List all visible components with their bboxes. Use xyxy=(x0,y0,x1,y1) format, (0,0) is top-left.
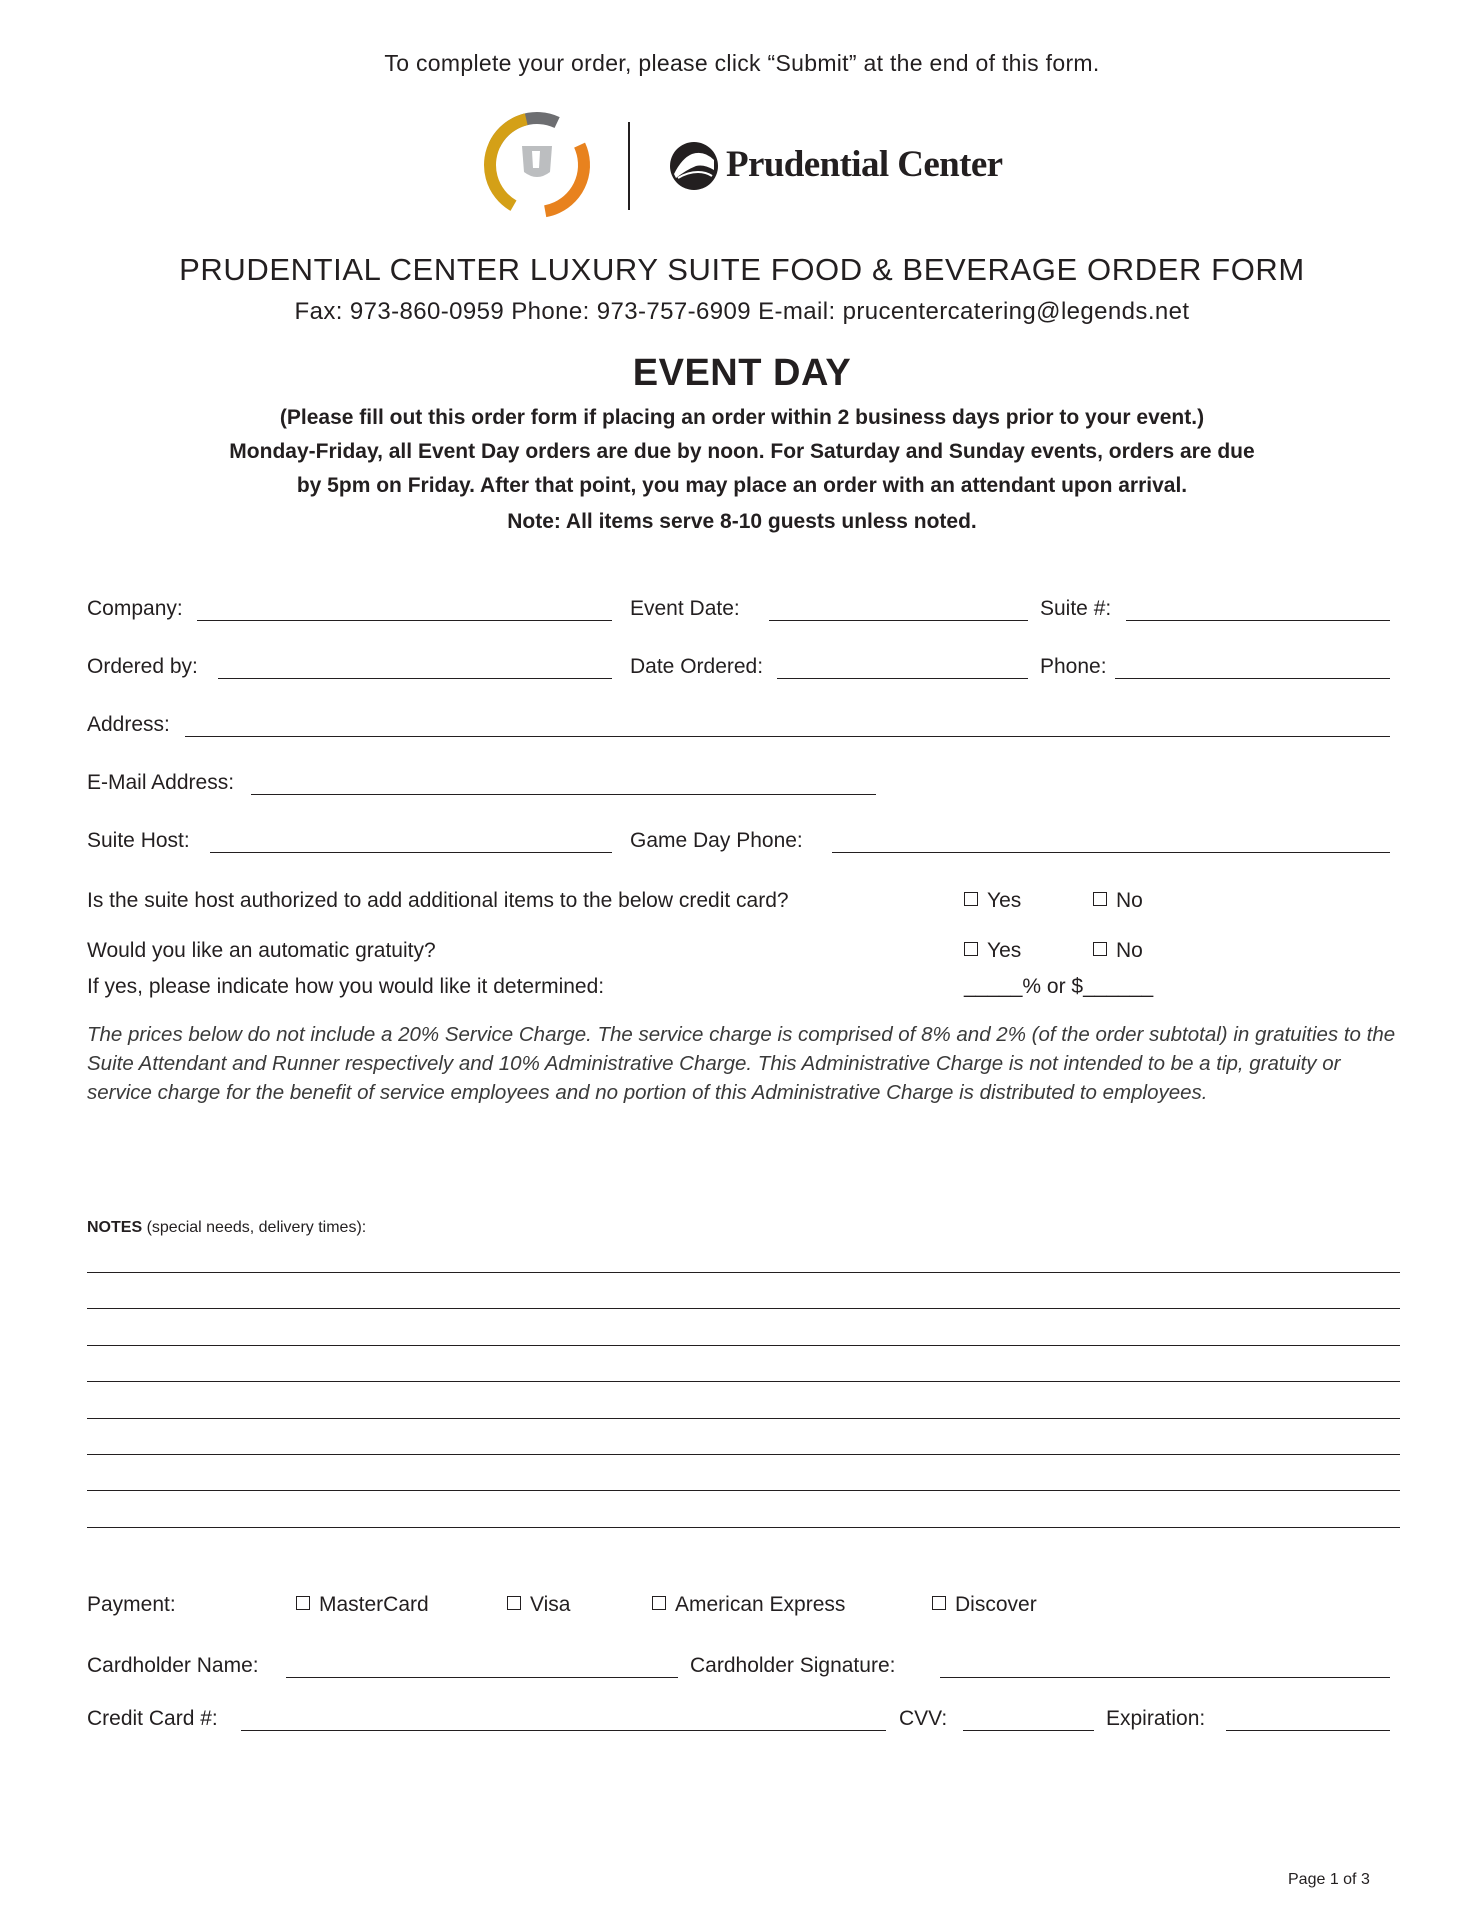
notes-label: NOTES xyxy=(87,1219,143,1236)
service-charge-note: The prices below do not include a 20% Service Charge. The service charge is comprised of 8% and 2% (of the order subtotal) in gratuities to the Suite Attendant and Runner respectively and 10% Administrative Charge. This Administrative Charge is not intended to be a tip, gratuity or service charge for the benefit of service employees and no portion of this Administrative Charge is distributed to employees. xyxy=(87,1023,1396,1104)
gratuity-question: Would you like an automatic gratuity? xyxy=(87,939,436,962)
yes-label: Yes xyxy=(987,939,1022,962)
notes-heading xyxy=(87,1219,366,1237)
game-day-phone-field[interactable] xyxy=(832,852,1390,853)
ordered-by-field[interactable] xyxy=(218,678,612,679)
notes-line[interactable] xyxy=(87,1381,1400,1382)
event-note-2: Monday-Friday, all Event Day orders are due by noon. For Saturday and Sunday events, orders are due xyxy=(229,440,1255,463)
visa-checkbox[interactable] xyxy=(507,1593,570,1617)
cardholder-name-field[interactable] xyxy=(286,1677,678,1678)
or-dollar-label: or $ xyxy=(1046,975,1084,998)
event-date-field[interactable] xyxy=(769,620,1028,621)
checkbox-icon xyxy=(964,892,978,906)
notes-line[interactable] xyxy=(87,1418,1400,1419)
checkbox-icon xyxy=(507,1596,521,1610)
notes-line[interactable] xyxy=(87,1454,1400,1455)
legends-logo xyxy=(478,106,596,224)
authorized-question: Is the suite host authorized to add additional items to the below credit card? xyxy=(87,889,789,912)
cardholder-signature-label: Cardholder Signature: xyxy=(690,1654,896,1677)
checkbox-icon xyxy=(1093,942,1107,956)
date-ordered-label: Date Ordered: xyxy=(630,655,764,678)
checkbox-icon xyxy=(296,1596,310,1610)
submit-instruction: To complete your order, please click “Submit” at the end of this form. xyxy=(384,50,1100,76)
game-day-phone-label: Game Day Phone: xyxy=(630,829,803,852)
discover-checkbox[interactable] xyxy=(932,1593,1037,1617)
suite-host-label: Suite Host: xyxy=(87,829,190,852)
form-title: PRUDENTIAL CENTER LUXURY SUITE FOOD & BEVERAGE ORDER FORM xyxy=(179,252,1305,287)
gratuity-determine-question: If yes, please indicate how you would like it determined: xyxy=(87,975,605,998)
phone-label: Phone: xyxy=(1040,655,1107,678)
ordered-by-label: Ordered by: xyxy=(87,655,198,678)
address-label: Address: xyxy=(87,713,170,736)
no-label: No xyxy=(1116,889,1143,912)
authorized-no-checkbox[interactable] xyxy=(1093,889,1143,913)
yes-label: Yes xyxy=(987,889,1022,912)
mastercard-label: MasterCard xyxy=(319,1593,429,1616)
page-number: Page 1 of 3 xyxy=(1288,1871,1370,1888)
cvv-field[interactable] xyxy=(963,1730,1094,1731)
notes-line[interactable] xyxy=(87,1490,1400,1491)
contact-info: Fax: 973-860-0959 Phone: 973-757-6909 E-mail: prucentercatering@legends.net xyxy=(294,298,1190,325)
credit-card-field[interactable] xyxy=(241,1730,886,1731)
checkbox-icon xyxy=(1093,892,1107,906)
gratuity-yes-checkbox[interactable] xyxy=(964,939,1021,963)
gratuity-dollar-field[interactable]: ______ xyxy=(1083,975,1154,998)
expiration-label: Expiration: xyxy=(1106,1707,1206,1730)
event-day-heading: EVENT DAY xyxy=(632,352,852,394)
discover-label: Discover xyxy=(955,1593,1037,1616)
gratuity-amount[interactable] xyxy=(964,975,1153,999)
checkbox-icon xyxy=(652,1596,666,1610)
payment-label: Payment: xyxy=(87,1593,176,1616)
gratuity-percent-field[interactable]: _____% xyxy=(964,975,1042,998)
suite-host-field[interactable] xyxy=(210,852,612,853)
gratuity-no-checkbox[interactable] xyxy=(1093,939,1143,963)
mastercard-checkbox[interactable] xyxy=(296,1593,429,1617)
expiration-field[interactable] xyxy=(1226,1730,1390,1731)
american-express-checkbox[interactable] xyxy=(652,1593,845,1617)
logo-divider xyxy=(628,122,630,210)
company-field[interactable] xyxy=(197,620,612,621)
event-note-1: (Please fill out this order form if placing an order within 2 business days prior to your event.) xyxy=(279,406,1205,429)
suite-number-field[interactable] xyxy=(1126,620,1390,621)
prudential-center-wordmark: Prudential Center xyxy=(726,144,1003,185)
notes-hint: (special needs, delivery times): xyxy=(146,1219,367,1236)
email-field[interactable] xyxy=(251,794,876,795)
credit-card-label: Credit Card #: xyxy=(87,1707,218,1730)
authorized-yes-checkbox[interactable] xyxy=(964,889,1021,913)
cardholder-name-label: Cardholder Name: xyxy=(87,1654,259,1677)
cvv-label: CVV: xyxy=(899,1707,948,1730)
phone-field[interactable] xyxy=(1115,678,1390,679)
checkbox-icon xyxy=(964,942,978,956)
checkbox-icon xyxy=(932,1596,946,1610)
event-note-4: Note: All items serve 8-10 guests unless noted. xyxy=(507,510,977,533)
company-label: Company: xyxy=(87,597,183,620)
visa-label: Visa xyxy=(530,1593,571,1616)
notes-line[interactable] xyxy=(87,1272,1400,1273)
address-field[interactable] xyxy=(185,736,1390,737)
event-note-3: by 5pm on Friday. After that point, you may place an order with an attendant upon arrival. xyxy=(296,474,1188,497)
event-date-label: Event Date: xyxy=(630,597,740,620)
american-express-label: American Express xyxy=(675,1593,846,1616)
notes-line[interactable] xyxy=(87,1527,1400,1528)
notes-line[interactable] xyxy=(87,1345,1400,1346)
email-label: E-Mail Address: xyxy=(87,771,235,794)
notes-line[interactable] xyxy=(87,1308,1400,1309)
no-label: No xyxy=(1116,939,1143,962)
date-ordered-field[interactable] xyxy=(777,678,1028,679)
cardholder-signature-field[interactable] xyxy=(940,1677,1390,1678)
suite-number-label: Suite #: xyxy=(1040,597,1112,620)
prudential-rock-icon xyxy=(668,140,720,192)
